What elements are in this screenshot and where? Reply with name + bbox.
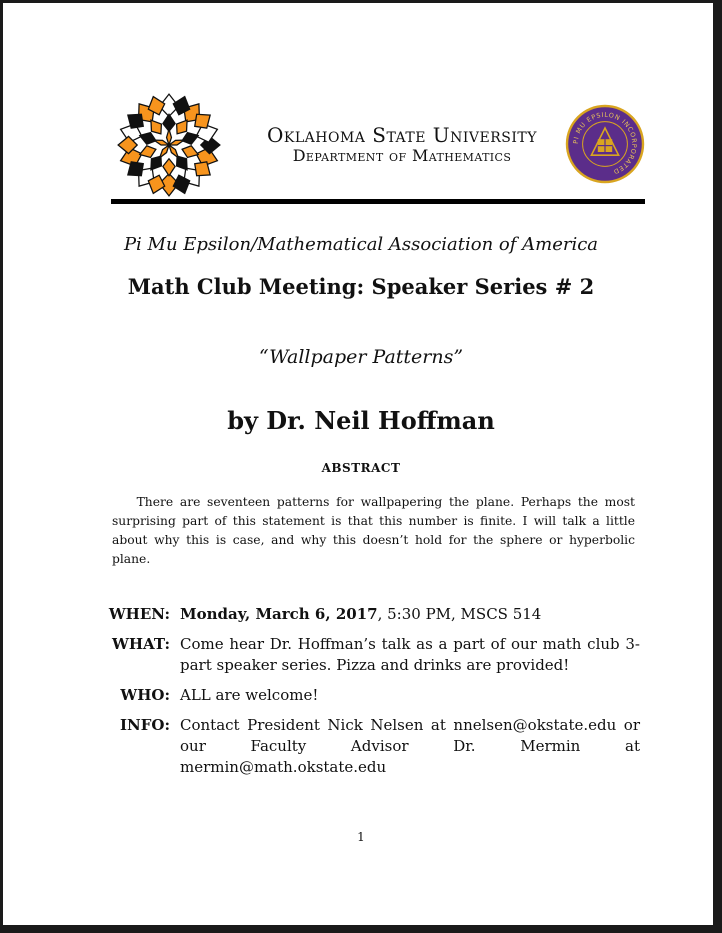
organization-line: Pi Mu Epsilon/Mathematical Association of America [123,234,599,255]
pi-mu-epsilon-seal [565,104,645,184]
info-row [90,715,640,778]
logo-tile [128,114,143,128]
logo-tile [128,162,143,176]
who-label: WHO: [120,686,170,704]
what-value: Come hear Dr. Hoffman’s talk as a part of our math club 3-part speaker series. Pizza and drinks are provided! [180,635,640,674]
abstract-heading: ABSTRACT [321,461,401,475]
penrose-tiling-logo [116,92,222,198]
info-label: INFO: [120,716,170,734]
speaker-name: by Dr. Neil Hoffman [227,406,495,435]
abstract-body: There are seventeen patterns for wallpapering the plane. Perhaps the most surprising part of this statement is that this number is finite. I will talk a little about why this is case, and why this doesn’t hold for the sphere or hyperbolic plane. [112,495,635,566]
header-rule [111,199,645,204]
what-label: WHAT: [111,635,170,653]
seal-ring-text: PI MU EPSILON INCORPORATED [571,110,639,176]
university-header [232,124,572,166]
info-value: Contact President Nick Nelsen at nnelsen@okstate.edu or our Faculty Advisor Dr. Mermin at mermin@math.okstate.edu [180,716,640,776]
when-label: WHEN: [108,605,170,623]
page-number: 1 [357,830,365,844]
who-value: ALL are welcome! [180,686,319,704]
when-time-place: , 5:30 PM, MSCS 514 [377,605,542,623]
when-date: Monday, March 6, 2017 [180,605,378,623]
meeting-title: Math Club Meeting: Speaker Series # 2 [127,274,595,299]
talk-title: “Wallpaper Patterns” [258,346,464,368]
when-row [90,604,640,625]
event-details [90,604,640,787]
logo-tile [195,162,210,176]
university-name: Oklahoma State University [267,123,537,147]
department-name: Department of Mathematics [292,146,512,165]
what-row [90,634,640,676]
who-row [90,685,640,706]
logo-tile [195,114,210,128]
when-value [180,604,640,625]
